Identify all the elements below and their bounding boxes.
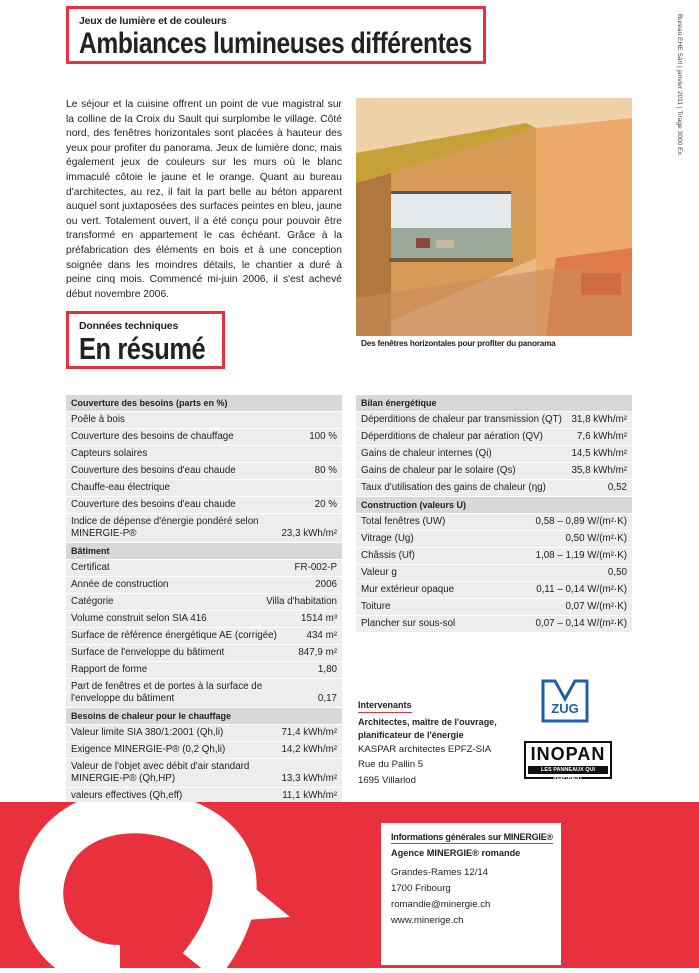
row-value: 31,8 kWh/m² — [571, 414, 627, 425]
table-row — [66, 479, 342, 496]
row-value: 7,6 kWh/m² — [576, 431, 627, 442]
contributors-heading: Intervenants — [358, 700, 412, 713]
summary-title-box — [66, 311, 225, 369]
section-kicker: Jeux de lumière et de couleurs — [79, 15, 227, 27]
row-value: 35,8 kWh/m² — [571, 465, 627, 476]
row-label: Exigence MINERGIE-P® (0,2 Qh,li) — [71, 744, 226, 755]
table-row — [356, 411, 632, 428]
table-section-heading: Bilan énergétique — [356, 394, 632, 411]
table-row — [66, 462, 342, 479]
row-value: 0,11 – 0,14 W/(m²·K) — [536, 584, 627, 595]
row-label: Volume construit selon SIA 416 — [71, 613, 207, 624]
print-note: Bureau EHE Sàrl | janvier 2011 | Tirage 3000 Ex. — [676, 14, 683, 157]
inopan-logo — [524, 741, 612, 779]
row-value: 100 % — [309, 431, 337, 442]
row-label: Déperditions de chaleur par aération (QV) — [361, 431, 543, 442]
table-row — [356, 530, 632, 547]
row-label: Surface de l'enveloppe du bâtiment — [71, 647, 225, 658]
row-value: 71,4 kWh/m² — [281, 727, 337, 738]
table-row — [66, 644, 342, 661]
row-value: 0,50 W/(m²·K) — [565, 533, 627, 544]
row-value: 0,07 – 0,14 W/(m²·K) — [535, 618, 627, 629]
info-website-link[interactable]: www.minerige.ch — [391, 915, 464, 926]
row-label: Vitrage (Ug) — [361, 533, 414, 544]
table-row — [66, 445, 342, 462]
row-value: 434 m² — [306, 630, 337, 641]
row-label: Indice de dépense d'énergie pondéré selon MINERGIE-P® — [71, 516, 259, 539]
row-label: Taux d'utilisation des gains de chaleur (ηg) — [361, 482, 546, 493]
inopan-tagline: LES PANNEAUX QUI INSPIRENT — [528, 766, 608, 774]
summary-kicker: Données techniques — [79, 320, 179, 332]
row-value: 1,80 — [317, 664, 337, 675]
intro-paragraph: Le séjour et la cuisine offrent un point de vue magistral sur la colline de la Croix du Sault qui surplombe le village. Côté nord, des fenêtres horizontales sont placées à hauteur des yeux pour profiter du panorama. Jeux de lumière donc, mais également jeux de couleurs sur les murs où le blanc immaculé côtoie le jaune et le orange. Quant au bureau d'architectes, au rez, il fait la part belle au béton apparent auquel sont juxtaposées des surfaces peintes en bleu, jaune ou vert. Totalement ouvert, il a été conçu pour pouvoir être transformé en appartement le cas échéant. Grâce à la préfabrication des éléments en bois et à une conception soignée dans les moindres détails, le chantier a duré à peine cinq mois. Commencé mi-juin 2006, il s'est achevé début novembre 2006. — [66, 99, 342, 300]
row-label: Poêle à bois — [71, 414, 125, 425]
contributors-block — [358, 698, 508, 788]
table-row — [356, 547, 632, 564]
table-row — [356, 445, 632, 462]
contributors-role: Architectes, maître de l'ouvrage, planificateur de l'énergie — [358, 716, 497, 740]
table-row — [356, 581, 632, 598]
interior-photo — [356, 98, 632, 336]
row-value: 2006 — [315, 579, 337, 590]
minergie-info-box — [381, 823, 561, 965]
table-row — [66, 593, 342, 610]
row-value: 0,17 — [317, 693, 337, 704]
section-heading: Ambiances lumineuses différentes — [79, 27, 472, 60]
row-value: 14,2 kWh/m² — [281, 744, 337, 755]
table-section-heading: Besoins de chaleur pour le chauffage — [66, 707, 342, 724]
table-row — [356, 615, 632, 632]
table-row — [66, 758, 342, 787]
row-label: Valeur de l'objet avec débit d'air standard MINERGIE-P® (Qh,HP) — [71, 761, 250, 784]
row-label: Total fenêtres (UW) — [361, 516, 446, 527]
row-label: Valeur limite SIA 380/1:2001 (Qh,li) — [71, 727, 224, 738]
row-label: Châssis (Uf) — [361, 550, 415, 561]
info-heading: Informations générales sur MINERGIE® — [391, 832, 553, 842]
minergie-logo-icon — [0, 802, 290, 968]
contributor-line: Rue du Pallin 5 — [358, 759, 424, 770]
info-city: 1700 Fribourg — [391, 883, 451, 894]
table-section-heading: Construction (valeurs U) — [356, 496, 632, 513]
row-label: Déperditions de chaleur par transmission (QT) — [361, 414, 562, 425]
row-label: Certificat — [71, 562, 110, 573]
vzug-logo — [541, 679, 589, 723]
row-label: Couverture des besoins d'eau chaude — [71, 465, 236, 476]
row-label: Rapport de forme — [71, 664, 148, 675]
row-label: Valeur g — [361, 567, 397, 578]
row-label: Part de fenêtres et de portes à la surface de l'enveloppe du bâtiment — [71, 681, 263, 704]
table-row — [66, 496, 342, 513]
contributor-line: KASPAR architectes EPFZ-SIA — [358, 743, 492, 755]
table-row — [356, 479, 632, 496]
row-label: Gains de chaleur internes (Qi) — [361, 448, 492, 459]
table-row — [66, 559, 342, 576]
section-title-box — [66, 6, 486, 64]
row-value: 13,3 kWh/m² — [281, 773, 337, 784]
row-label: Capteurs solaires — [71, 448, 148, 459]
row-label: Plancher sur sous-sol — [361, 618, 456, 629]
row-label: Gains de chaleur par le solaire (Qs) — [361, 465, 516, 476]
row-value: 14,5 kWh/m² — [571, 448, 627, 459]
row-label: Année de construction — [71, 579, 169, 590]
info-address: Grandes-Rames 12/14 — [391, 867, 489, 878]
svg-text:ZUG: ZUG — [551, 701, 579, 716]
table-row — [66, 627, 342, 644]
row-value: Villa d'habitation — [266, 596, 337, 607]
row-value: 1514 m³ — [301, 613, 337, 624]
table-row — [66, 411, 342, 428]
row-label: Catégorie — [71, 596, 114, 607]
row-value: 80 % — [314, 465, 337, 476]
row-label: valeurs effectives (Qh,eff) — [71, 790, 183, 801]
row-value: 0,58 – 0,89 W/(m²·K) — [535, 516, 627, 527]
table-row — [66, 513, 342, 542]
table-row — [356, 564, 632, 581]
table-row — [66, 678, 342, 707]
row-value: 11,1 kWh/m² — [282, 790, 337, 801]
row-label: Couverture des besoins de chauffage — [71, 431, 234, 442]
table-row — [66, 741, 342, 758]
contributor-line: 1695 Villarlod — [358, 774, 416, 786]
table-row — [356, 598, 632, 615]
row-value: 847,9 m² — [298, 647, 337, 658]
row-value: FR-002-P — [294, 562, 337, 573]
row-label: Surface de référence énergétique AE (corrigée) — [71, 630, 277, 641]
row-label: Toiture — [361, 601, 391, 612]
table-row — [356, 462, 632, 479]
inopan-logo-text: INOPAN — [530, 744, 606, 764]
info-email-link[interactable]: romandie@minergie.ch — [391, 899, 491, 910]
table-row — [356, 513, 632, 530]
table-section-heading: Couverture des besoins (parts en %) — [66, 394, 342, 411]
row-value: 0,07 W/(m²·K) — [565, 601, 627, 612]
row-value: 1,08 – 1,19 W/(m²·K) — [535, 550, 627, 561]
row-value: 0,52 — [607, 482, 627, 493]
table-row — [66, 661, 342, 678]
table-row — [66, 610, 342, 627]
table-row — [66, 428, 342, 445]
table-section-heading: Bâtiment — [66, 542, 342, 559]
row-label: Chauffe-eau électrique — [71, 482, 170, 493]
row-value: 0,50 — [607, 567, 627, 578]
table-row — [66, 724, 342, 741]
technical-table-right — [356, 394, 632, 632]
technical-table-left — [66, 394, 342, 821]
info-agency: Agence MINERGIE® romande — [391, 848, 521, 858]
photo-caption: Des fenêtres horizontales pour profiter du panorama — [361, 339, 556, 348]
summary-heading: En résumé — [79, 331, 206, 366]
table-row — [356, 428, 632, 445]
minergie-footer-band — [0, 802, 699, 968]
row-label: Couverture des besoins d'eau chaude — [71, 499, 236, 510]
row-value: 23,3 kWh/m² — [281, 528, 337, 539]
table-row — [66, 576, 342, 593]
row-value: 20 % — [314, 499, 337, 510]
row-label: Mur extérieur opaque — [361, 584, 455, 595]
